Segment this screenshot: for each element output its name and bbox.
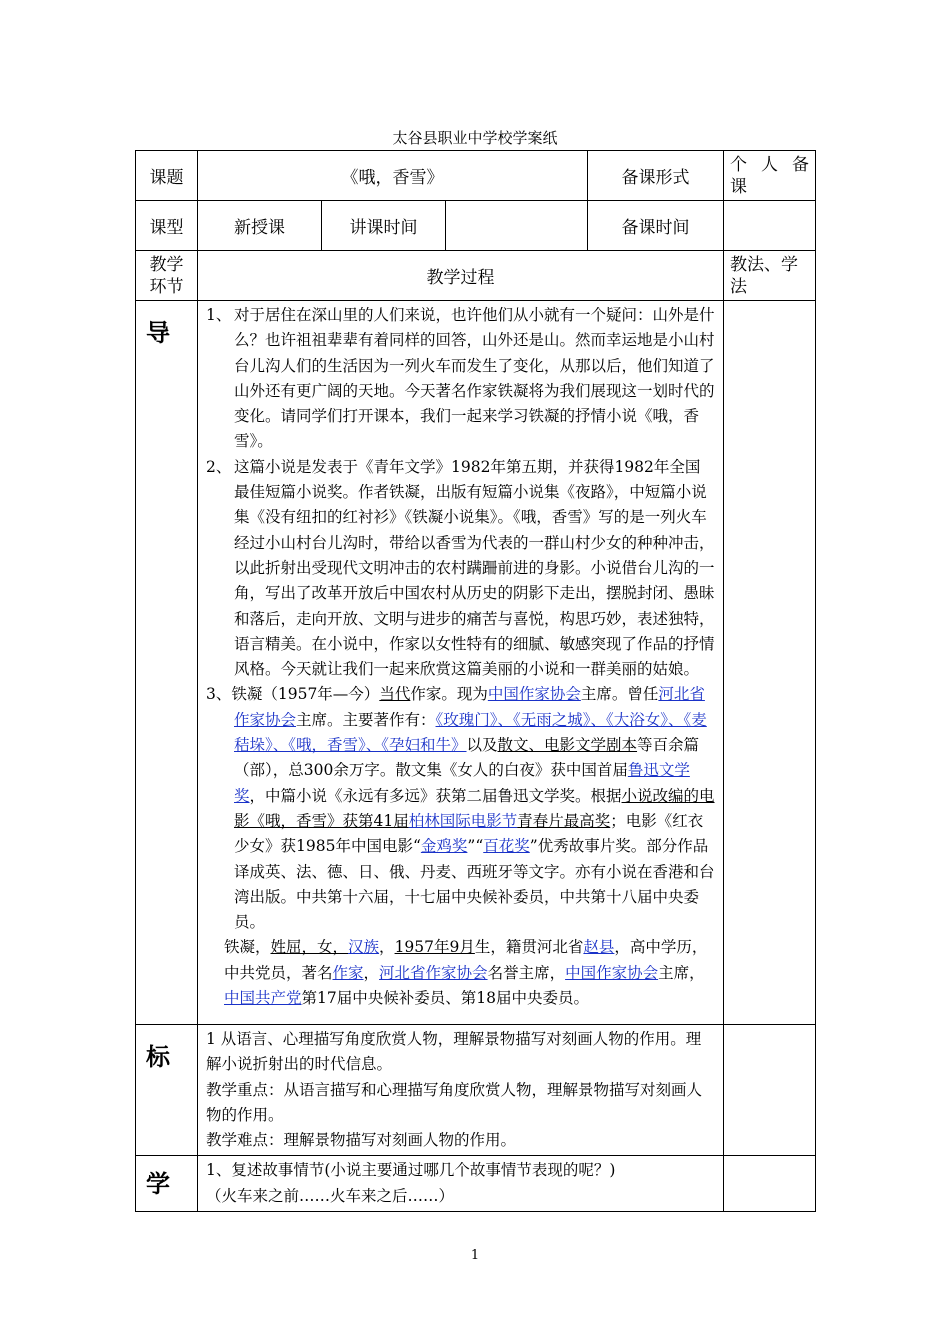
- text: ，高中学历，中共党员，著名: [224, 938, 708, 982]
- section-label-dao: 导: [136, 301, 198, 1025]
- text: ”优秀故事片奖。部分作品译成英、法、德、日、俄、丹麦、西班牙等文字。亦有小说在香港和台湾出版。中共第十六届，十七届中央候补委员，中共第十八届中央委员。: [234, 837, 715, 932]
- text: 主席，: [658, 963, 705, 982]
- type-value: 新授课: [198, 201, 322, 251]
- text: ，中篇小说《永远有多远》获第二届鲁迅文学奖。根据: [249, 786, 622, 805]
- xue-content: [198, 1156, 724, 1212]
- link-lu-xun-literature-prize[interactable]: 鲁迅文学奖: [234, 761, 690, 805]
- topic-label: 课题: [136, 151, 198, 201]
- underlined-text: 1957年9月: [394, 938, 475, 957]
- lecture-time-label: 讲课时间: [322, 201, 446, 251]
- underlined-text: 散文、电影文学剧本: [497, 736, 638, 755]
- biao-method-cell: [724, 1025, 816, 1156]
- xue-method-cell: [724, 1156, 816, 1212]
- row-biao: [136, 1025, 816, 1156]
- dao-item-2: [206, 455, 715, 683]
- biao-line-1: 1 从语言、心理描写角度欣赏人物，理解景物描写对刻画人物的作用。理解小说折射出的时代信息。: [206, 1030, 702, 1074]
- dao-item-2-text: 这篇小说是发表于《青年文学》1982年第五期，并获得1982年全国最佳短篇小说奖。作者铁凝，出版有短篇小说集《夜路》，中短篇小说集《没有纽扣的红衬衫》《铁凝小说集》。《哦，香雪》写的是一列火车经过小山村台儿沟时，带给以香雪为代表的一群山村少女的种种冲击，以此折射出受现代文明冲击的农村蹒跚前进的身影。小说借台儿沟的一角，写出了改革开放后中国农村从历史的阴影下走出，摆脱封闭、愚昧和落后，走向开放、文明与进步的痛苦与喜悦，构思巧妙，表述独特，语言精美。在小说中，作家以女性特有的细腻、敏感突现了作品的抒情风格。今天就让我们一起来欣赏这篇美丽的小说和一群美丽的姑娘。: [234, 457, 715, 679]
- section-label-xue: 学: [136, 1156, 198, 1212]
- row-header: [136, 251, 816, 301]
- row-type: [136, 201, 816, 251]
- text: 主席。曾任: [580, 685, 659, 704]
- text: 名誉主席，: [487, 963, 566, 982]
- row-topic: [136, 151, 816, 201]
- row-xue: [136, 1156, 816, 1212]
- biao-line-3: 教学难点：理解景物描写对刻画人物的作用。: [206, 1131, 517, 1150]
- dao-method-cell: [724, 301, 816, 1025]
- text: 主席。主要著作有：: [296, 710, 436, 729]
- text: 等百余篇（部），总300余万字。散文集《女人的白夜》获中国首届: [234, 736, 700, 780]
- text: 3、铁凝（1957年—今）: [206, 685, 380, 704]
- page-number: 1: [470, 1248, 480, 1263]
- prep-form-value: 个 人 备 课: [724, 151, 816, 201]
- link-contemporary[interactable]: 当代: [379, 685, 411, 704]
- underlined-text: 小说改编的电影《哦，香雪》获第41届: [234, 786, 715, 830]
- text: 作家。现为: [410, 685, 488, 704]
- dao-content: [198, 301, 724, 1025]
- link-china-writers-association-2[interactable]: 中国作家协会: [565, 963, 659, 982]
- dao-item-1-number: 1、: [206, 306, 232, 324]
- type-label: 课型: [136, 201, 198, 251]
- underlined-text: 青春片最高奖: [517, 811, 611, 830]
- text: ”“: [467, 837, 484, 856]
- biao-content: [198, 1025, 724, 1156]
- text: 生，籍贯河北省: [474, 938, 584, 957]
- section-label-biao: 标: [136, 1025, 198, 1156]
- link-writer[interactable]: 作家: [332, 963, 364, 982]
- link-hundred-flowers-award[interactable]: 百花奖: [483, 837, 530, 856]
- stage-label: 教学环节: [136, 251, 198, 301]
- link-china-writers-association[interactable]: 中国作家协会: [487, 685, 581, 704]
- document-title: 太谷县职业中学校学案纸: [392, 129, 558, 147]
- text: ，: [379, 938, 395, 957]
- text: 第17届中央候补委员、第18届中央委员。: [301, 989, 589, 1008]
- link-berlin-film-festival[interactable]: 柏林国际电影节: [408, 811, 518, 830]
- prep-form-label: 备课形式: [588, 151, 724, 201]
- link-hebei-writers-association-2[interactable]: 河北省作家协会: [379, 963, 488, 982]
- dao-item-3: [206, 682, 715, 935]
- dao-item-1: [206, 303, 715, 455]
- link-han-ethnicity[interactable]: 汉族: [348, 938, 380, 957]
- prep-time-label: 备课时间: [588, 201, 724, 251]
- topic-value: 《哦，香雪》: [198, 151, 588, 201]
- dao-tiening-bio: [206, 935, 715, 1011]
- process-label: 教学过程: [198, 251, 724, 301]
- lesson-plan-table: [135, 150, 816, 1212]
- text: 铁凝，: [224, 938, 271, 957]
- link-golden-rooster-award[interactable]: 金鸡奖: [420, 837, 468, 856]
- text: ；电影《红衣少女》获1985年中国电影“: [234, 811, 704, 856]
- lecture-time-value: [446, 201, 588, 251]
- link-works-list[interactable]: 《玫瑰门》、《无雨之城》、《大浴女》、《麦秸垛》、《哦，香雪》、《孕妇和牛》: [234, 710, 707, 755]
- dao-item-1-text: 对于居住在深山里的人们来说，也许他们从小就有一个疑问：山外是什么？也许祖祖辈辈有着同样的回答，山外还是山。然而幸运地是小山村台儿沟人们的生活因为一列火车而发生了变化，从那以后，他们知道了山外还有更广阔的天地。今天著名作家铁凝将为我们展现这一划时代的变化。请同学们打开课本，我们一起来学习铁凝的抒情小说《哦，香雪》。: [234, 306, 715, 451]
- method-label: 教法、学法: [724, 251, 816, 301]
- text: 以及: [466, 736, 498, 755]
- link-zhao-county[interactable]: 赵县: [583, 938, 615, 957]
- link-hebei-writers-association[interactable]: 河北省作家协会: [234, 685, 705, 729]
- link-cpc[interactable]: 中国共产党: [224, 989, 302, 1008]
- xue-line-1: 1、复述故事情节(小说主要通过哪几个故事情节表现的呢？): [206, 1161, 616, 1180]
- text: ，: [363, 963, 380, 982]
- dao-item-2-number: 2、: [206, 457, 232, 476]
- row-dao: [136, 301, 816, 1025]
- underlined-text: 姓屈，女，: [270, 938, 349, 957]
- prep-time-value: [724, 201, 816, 251]
- xue-line-2: （火车来之前……火车来之后……）: [206, 1186, 455, 1205]
- biao-line-2: 教学重点：从语言描写和心理描写角度欣赏人物，理解景物描写对刻画人物的作用。: [206, 1080, 703, 1124]
